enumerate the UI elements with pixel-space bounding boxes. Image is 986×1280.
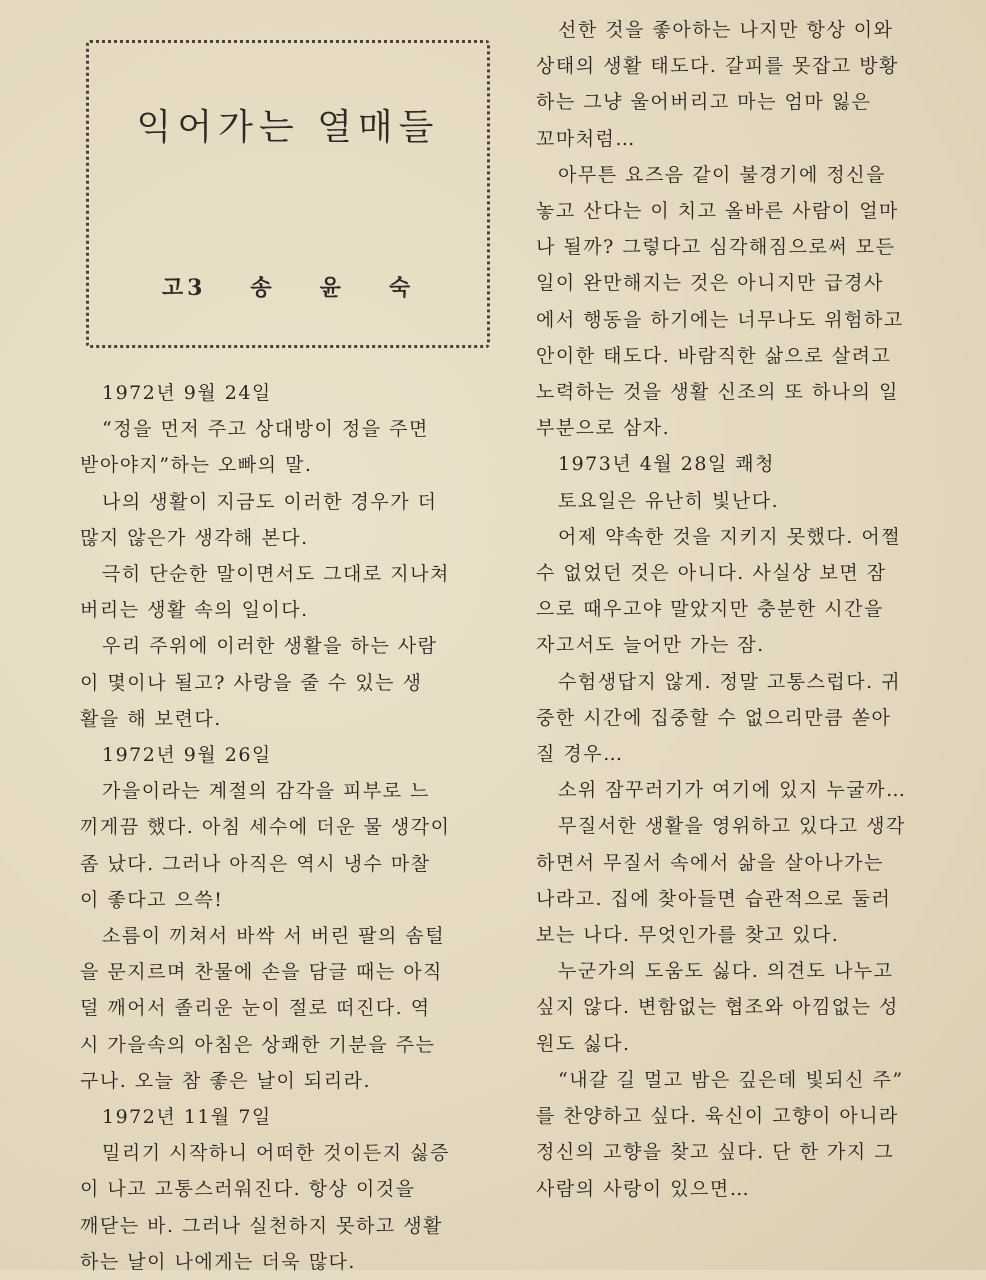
text-line: 1972년 9월 24일 [102,382,272,404]
text-line: 우리 주위에 이러한 생활을 하는 사람 [102,635,438,658]
text-line: 소위 잠꾸러기가 여기에 있지 누굴까… [558,779,907,802]
text-line: 보는 나다. 무엇인가를 찾고 있다. [536,924,840,947]
text-line: 시 가을속의 아침은 상쾌한 기분을 주는 [80,1033,436,1056]
text-line: 을 문지르며 찬물에 손을 담글 때는 아직 [80,961,443,984]
text-line: 이 나고 고통스러워진다. 항상 이것을 [80,1178,416,1201]
text-line: 으로 때우고야 말았지만 충분한 시간을 [536,598,884,621]
text-line: 하면서 무질서 속에서 삶을 살아나가는 [536,851,884,874]
text-line: 안이한 태도다. 바람직한 삶으로 살려고 [536,344,892,367]
text-line: 중한 시간에 집중할 수 없으리만큼 쏟아 [536,706,892,729]
text-line: 좀 났다. 그러나 아직은 역시 냉수 마찰 [80,852,431,875]
text-line: 사람의 사랑이 있으면… [536,1177,751,1200]
text-line: 밀리기 시작하니 어떠한 것이든지 싫증 [102,1142,450,1165]
author-class: 고3 [161,275,207,301]
text-line: 하는 그냥 울어버리고 마는 엄마 잃은 [536,91,872,114]
text-line: 1972년 11월 7일 [102,1106,272,1129]
text-line: 덜 깨어서 졸리운 눈이 절로 떠진다. 역 [80,997,431,1020]
text-line: 어제 약속한 것을 지키지 못했다. 어쩔 [558,525,902,548]
text-line: 받아야지”하는 오빠의 말. [80,454,313,477]
text-line: 상태의 생활 태도다. 갈피를 못잡고 방황 [536,55,899,78]
text-line: 많지 않은가 생각해 본다. [80,526,309,549]
text-line: “정을 먼저 주고 상대방이 정을 주면 [102,418,429,441]
author-name-2: 윤 [319,275,345,301]
text-line: 나 될까? 그렇다고 심각해짐으로써 모든 [536,236,896,259]
text-line: 이 몇이나 될고? 사랑을 줄 수 있는 생 [80,671,423,694]
right-column [536,12,948,1207]
text-line: 질 경우… [536,743,624,766]
text-line: 부분으로 삼자. [536,417,671,440]
left-column [80,375,492,1280]
text-line: 구나. 오늘 참 좋은 날이 되리라. [80,1069,372,1092]
text-line: 원도 싫다. [536,1032,631,1055]
text-line: 놓고 산다는 이 치고 올바른 사람이 얼마 [536,200,899,223]
text-line: 나라고. 집에 찾아들면 습관적으로 둘러 [536,887,892,910]
text-line: 나의 생활이 지금도 이러한 경우가 더 [102,490,438,513]
text-line: 1972년 9월 26일 [102,744,272,767]
text-line: 무질서한 생활을 영위하고 있다고 생각 [558,815,906,838]
text-line: 에서 행동을 하기에는 너무나도 위험하고 [536,308,904,331]
text-line: 선한 것을 좋아하는 나지만 항상 이와 [558,19,894,41]
text-line: 끼게끔 했다. 아침 세수에 더운 물 생각이 [80,816,451,839]
article-title: 익어가는 열매들 [136,107,440,148]
text-line: 누군가의 도움도 싫다. 의견도 나누고 [558,960,894,983]
text-line: 소름이 끼쳐서 바싹 서 버린 팔의 솜털 [102,925,446,948]
text-line: 정신의 고향을 찾고 싶다. 단 한 가지 그 [536,1141,895,1164]
text-line: 일이 완만해지는 것은 아니지만 급경사 [536,272,884,295]
text-line: 버리는 생활 속의 일이다. [80,599,309,622]
text-line: 가을이라는 계절의 감각을 피부로 느 [102,780,430,803]
text-line: 수험생답지 않게. 정말 고통스럽다. 귀 [558,670,902,693]
text-line: 꼬마처럼… [536,127,636,150]
text-line: 수 없었던 것은 아니다. 사실상 보면 잠 [536,562,887,585]
text-line: 1973년 4월 28일 쾌청 [558,453,776,476]
text-line: 노력하는 것을 생활 신조의 또 하나의 일 [536,381,899,404]
text-line: 아무튼 요즈음 같이 불경기에 정신을 [558,163,886,186]
text-line: 를 찬양하고 싶다. 육신이 고향이 아니라 [536,1105,899,1128]
text-line: 싶지 않다. 변함없는 협조와 아낌없는 성 [536,996,899,1019]
text-line: 활을 해 보련다. [80,707,222,730]
text-line: 깨닫는 바. 그러나 실천하지 못하고 생활 [80,1214,443,1237]
text-line: 이 좋다고 으쓱! [80,888,224,911]
text-line: 하는 날이 나에게는 더욱 많다. [80,1250,356,1273]
author-name-1: 송 [250,275,276,301]
author-line [89,271,487,302]
author-name-3: 숙 [388,275,415,301]
title-box [86,40,490,348]
text-line: 자고서도 늘어만 가는 잠. [536,634,765,657]
text-line: 극히 단순한 말이면서도 그대로 지나쳐 [102,563,450,586]
text-line: 토요일은 유난히 빛난다. [558,489,780,512]
text-line: “내갈 길 멀고 밤은 깊은데 빛되신 주” [558,1068,904,1091]
